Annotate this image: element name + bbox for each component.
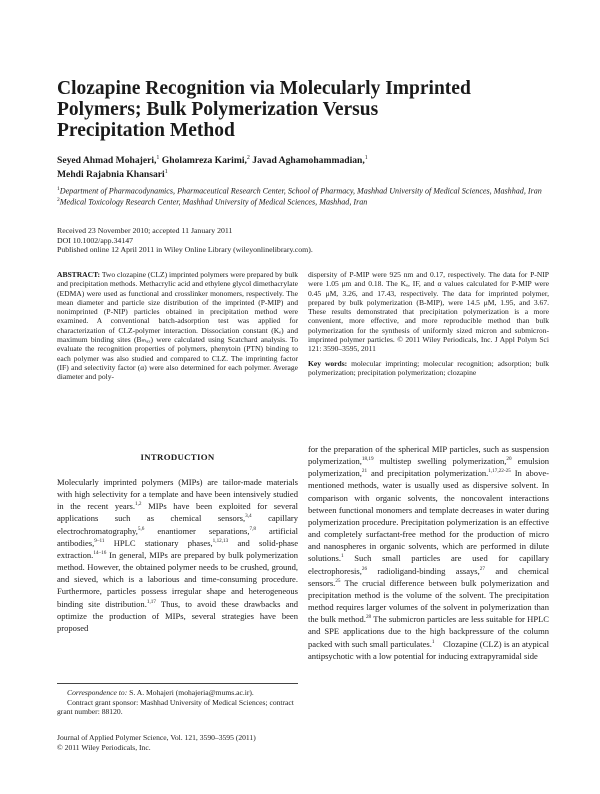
abstract-left-column	[57, 270, 298, 381]
body-text: The crucial difference between bulk polymerization and precipitation method is the volume of the solvent. The precipitation method requires larger volumes of the solvent in polymerization than the bulk method.	[308, 577, 549, 625]
received-date: Received 23 November 2010; accepted 11 January 2011	[57, 226, 233, 235]
introduction-left-column	[57, 476, 298, 634]
body-text: Molecularly imprinted polymers (MIPs) are tailor-made materials with high selectivity for a template and have been intensively studied in the recent years.	[57, 477, 298, 512]
author-name: Javad Aghamohammadian,	[249, 155, 365, 167]
affiliation-text: Medical Toxicology Research Center, Mashhad University of Medical Sciences, Mashhad, Iran	[59, 197, 368, 207]
abstract-right-column	[308, 270, 549, 377]
affiliation-marker: 1	[164, 168, 168, 175]
grant-note	[57, 698, 298, 717]
publication-history	[57, 226, 557, 255]
citation-marker: 26	[361, 565, 368, 572]
body-text: and chemical sensors.	[308, 565, 549, 588]
section-heading-introduction: INTRODUCTION	[140, 452, 215, 462]
keywords	[308, 359, 549, 378]
body-text: HPLC stationary phases,	[104, 537, 213, 548]
citation-marker: 1	[341, 553, 344, 560]
abstract-label: ABSTRACT:	[57, 270, 101, 279]
introduction-right-column	[308, 443, 549, 662]
grant-text: Contract grant sponsor: Mashhad University of Medical Sciences; contract grant number: 88120.	[57, 697, 294, 716]
body-text: The submicron particles are less suitable for HPLC and SPE applications due to the high backpressure of the column packed with such small particulates.	[308, 614, 549, 649]
doi: DOI 10.1002/app.34147	[57, 235, 134, 245]
citation-marker: 7,8	[249, 525, 256, 532]
affiliation-marker: 2	[246, 155, 250, 161]
copyright: © 2011 Wiley Periodicals, Inc.	[57, 742, 151, 752]
correspondence-note	[57, 688, 298, 698]
body-text: Clozapine (CLZ) is an atypical antipsychotic with a low potential for inducing extrapyramidal side	[308, 638, 549, 661]
affiliation-text: Department of Pharmacodynamics, Pharmaceutical Research Center, School of Pharmacy, Mashhad University of Medical Sciences, Mashhad, Iran	[59, 186, 542, 196]
citation-marker: 14–16	[93, 550, 107, 557]
citation-marker: 1,17	[146, 598, 156, 605]
abstract-text: Two clozapine (CLZ) imprinted polymers were prepared by bulk and precipitation methods. Methacrylic acid and ethylene glycol dimethacrylate (EDMA) were used as functional and crosslinker monomers, respectively. The mean diameter and particle size distribution of the imprinted (P-MIP) and nonimprinted (P-NIP) particles obtained in precipitation method were examined. A conventional batch-adsorption test was applied for characterization of CLZ-polymer interaction. Dissociation constant (Kₑ) and maximum binding sites (Bₘₐₓ) were calculated using Scatchard analysis. To evaluate the recognition properties of polymers, phenytoin (PTN) binding to each polymer was also studied and compared to CLZ. The imprinting factor (IF) and selectivity factor (α) were also determined for each polymer. Average diameter and poly-	[57, 270, 298, 382]
author-name: Gholamreza Karimi,	[159, 155, 247, 167]
citation-marker: 20	[506, 456, 512, 463]
body-text: Thus, to avoid these drawbacks and optimize the production of MIPs, several strategies have been proposed	[57, 598, 298, 633]
correspondence-label: Correspondence to:	[67, 688, 128, 697]
citation-marker: 1,2	[135, 501, 142, 508]
citation-marker: 25	[335, 577, 341, 584]
body-text: In above-mentioned methods, water is usually used as dispersive solvent. In comparison with organic solvents, the noncovalent interactions between functional monomers and template decreases in water during polymerization procedure. Precipitation polymerization is an effective and completely surfactant-free method for the production of micro and nanospheres in organic solvents, which are performed in dilute solutions.	[308, 468, 549, 564]
affiliation-2	[57, 196, 557, 207]
affiliation-marker: 1	[364, 155, 368, 161]
citation-marker: 1	[431, 638, 435, 645]
citation-marker: 3,4	[245, 513, 252, 520]
body-text: radioligand-binding assays,	[367, 565, 480, 576]
body-text: and precipitation polymerization.	[367, 468, 489, 479]
body-text: and solid-phase extraction.	[57, 537, 298, 560]
citation-marker: 18,19	[361, 456, 374, 463]
body-text: MIPs have been exploited for several applications such as chemical sensors,	[57, 501, 299, 524]
author-name: Mehdi Rajabnia Khansari	[57, 168, 165, 180]
body-text: artificial antibodies,	[57, 525, 298, 548]
citation-marker: 1,12,13	[212, 537, 229, 544]
body-text: In general, MIPs are prepared by bulk polymerization method. However, the obtained polymer needs to be crushed, ground, and sieved, which is a laborious and time-consuming procedure. Furthermore, particles possess irregular shape and heterogeneous binding site distribution.	[57, 549, 298, 609]
affiliations	[57, 185, 557, 208]
article-title: Clozapine Recognition via Molecularly Imprinted Polymers; Bulk Polymerization Versus Precipitation Method	[57, 78, 471, 141]
citation-marker: 5,6	[137, 525, 145, 532]
body-text: enantiomer separations,	[144, 525, 250, 536]
keywords-label: Key words:	[308, 358, 348, 368]
published-online: Published online 12 April 2011 in Wiley Online Library (wileyonlinelibrary.com).	[57, 245, 313, 255]
affiliation-marker: 1	[57, 186, 60, 192]
body-text: for the preparation of the spherical MIP particles, such as suspension polymerization,	[308, 444, 549, 467]
citation-marker: 21	[361, 468, 368, 475]
introduction-paragraph-continued	[308, 443, 549, 662]
body-text: capillary electrochromatography,	[57, 513, 298, 536]
author-name: Seyed Ahmad Mohajeri,	[57, 155, 157, 167]
journal-citation: Journal of Applied Polymer Science, Vol. 121, 3590–3595 (2011)	[57, 733, 256, 742]
body-text: multistep swelling polymerization,	[373, 456, 507, 467]
footnotes	[57, 688, 298, 717]
body-text: Such small particles are used for capillary electrophoresis,	[308, 553, 549, 576]
keywords-text: molecular imprinting; molecular recognition; adsorption; bulk polymerization; precipitation polymerization; clozapine	[308, 358, 550, 377]
affiliation-marker: 1	[156, 155, 160, 161]
body-text: emulsion polymerization,	[308, 456, 549, 479]
abstract-continued: dispersity of P-MIP were 925 nm and 0.17, respectively. The data for P-NIP were 1.05 μm and 0.18. The Kₑ, IF, and α values calculated for P-MIP were 0.45 μM, 3.26, and 17.43, respectively. The data for imprinted polymer, prepared by bulk polymerization (B-MIP), were 14.5 μM, 1.95, and 3.67. These results demonstrated that precipitation polymerization is a more convenient, more effective, and more reproducible method than bulk polymerization for the synthesis of uniformly sized micron and submicron-imprinted polymer particles. © 2011 Wiley Periodicals, Inc. J Appl Polym Sci 121: 3590–3595, 2011	[308, 270, 549, 354]
citation-marker: 1,17,22-25	[488, 468, 511, 475]
citation-marker: 28	[365, 614, 372, 621]
footnote-divider	[57, 683, 298, 684]
author-list	[57, 153, 537, 180]
journal-info	[57, 733, 298, 752]
citation-marker: 27	[479, 565, 485, 572]
citation-marker: 9–11	[94, 537, 105, 544]
affiliation-marker: 2	[57, 197, 60, 204]
introduction-paragraph	[57, 476, 298, 634]
correspondence-text: S. A. Mohajeri (mohajeria@mums.ac.ir).	[127, 688, 254, 697]
affiliation-1	[57, 185, 557, 196]
